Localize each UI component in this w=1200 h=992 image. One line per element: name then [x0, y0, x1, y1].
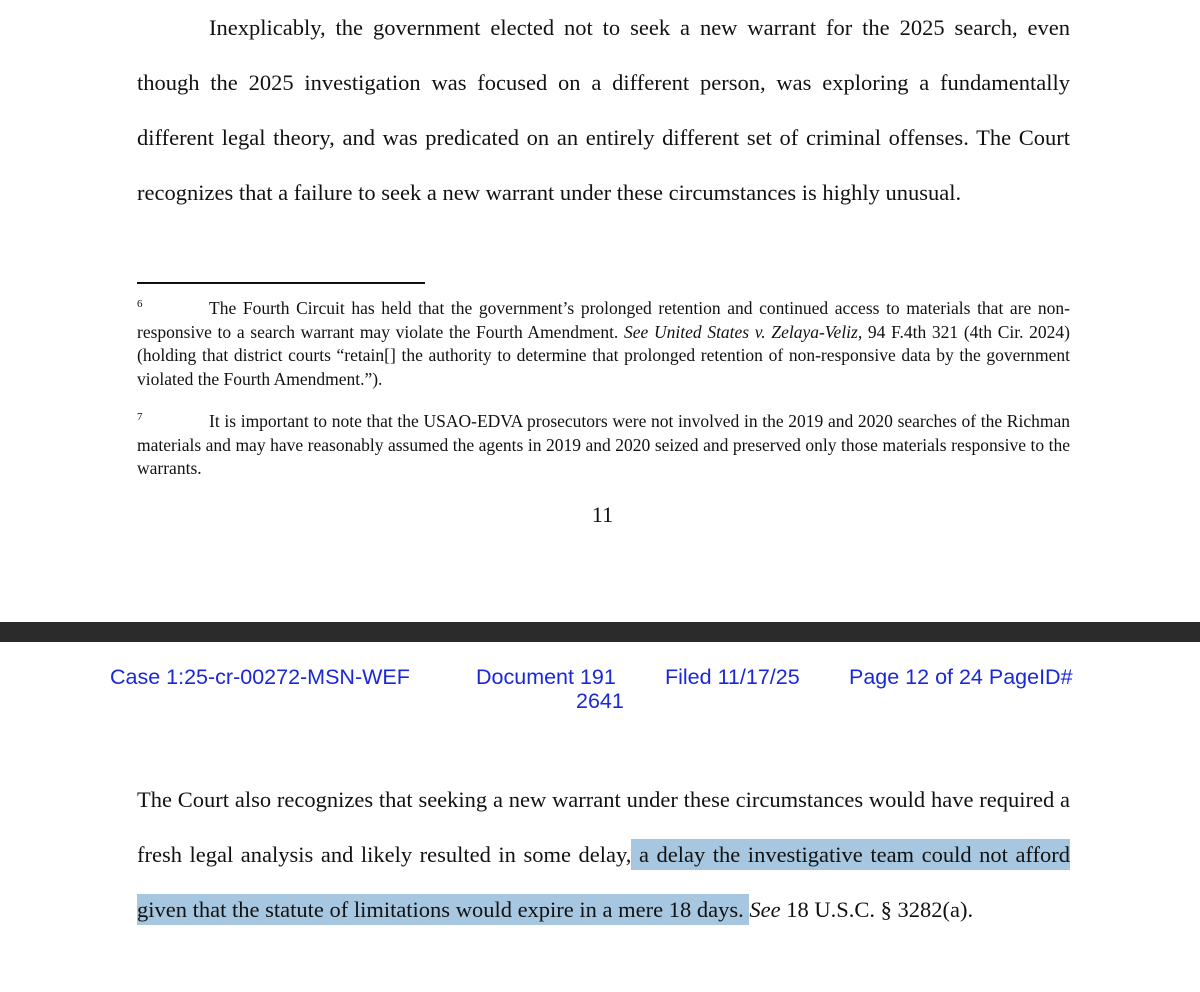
- page-of-total: Page 12 of 24 PageID#: [849, 665, 1073, 689]
- filed-date: Filed 11/17/25: [665, 665, 800, 689]
- footnote-rule: [137, 282, 425, 284]
- footnote-7-text: It is important to note that the USAO-EDVA prosecutors were not involved in the 2019 and 2020 searches of the Richman materials and may have reasonably assumed the agents in 2019 and 2020 seized and preserved only those materials responsive to the warrants.: [137, 411, 1070, 478]
- paragraph-text: The Court also recognizes that seeking a new warrant under these circumstances would have required a fresh legal analysis and likely resulted in some delay,: [137, 787, 1070, 867]
- page-number: 11: [591, 502, 614, 527]
- see-signal: See: [749, 897, 781, 922]
- footnote-6-text-cont: 94 F.4th 321 (4th Cir. 2024) (holding that district courts “retain[] the authority to determine that prolonged retention of non-responsive data by the government violated the Fourth Amendment.”).: [137, 321, 1070, 389]
- footnote-6: 6 The Fourth Circuit has held that the government’s prolonged retention and continued access to materials that are non-responsive to a search warrant may violate the Fourth Amendment. See United States v. Zelaya-Veliz, 94 F.4th 321 (4th Cir. 2024) (holding that district courts “retain[] the authority to determine that prolonged retention of non-responsive data by the government violated the Fourth Amendment.”).: [137, 298, 1070, 389]
- footnote-6-text: The Fourth Circuit has held that the government’s prolonged retention and continued access to materials that are non-responsive to a search warrant may violate the Fourth Amendment.: [137, 298, 1070, 342]
- footnote-7: 7 It is important to note that the USAO-EDVA prosecutors were not involved in the 2019 and 2020 searches of the Richman materials and may have reasonably assumed the agents in 2019 and 2020 seized and preserved only those materials responsive to the warrants.: [137, 411, 1070, 478]
- document-number: Document 191: [476, 665, 616, 689]
- statute-citation: 18 U.S.C. § 3282(a).: [780, 897, 974, 922]
- footnote-6-case-cite: See United States v. Zelaya-Veliz,: [624, 321, 863, 342]
- page-separator: [0, 622, 1200, 642]
- body-paragraph-bottom: [137, 772, 1070, 937]
- highlighted-passage: a delay the investigative team could not afford given that the statute of limitations would expire in a mere 18 days.: [137, 839, 1070, 925]
- page-id: 2641: [576, 689, 624, 713]
- case-number: Case 1:25-cr-00272-MSN-WEF: [110, 665, 410, 689]
- body-paragraph-top: Inexplicably, the government elected not to seek a new warrant for the 2025 search, even though the 2025 investigation was focused on a different person, was exploring a fundamentally different legal theory, and was predicated on an entirely different set of criminal offenses. The Court recognizes that a failure to seek a new warrant under these circumstances is highly unusual.: [137, 15, 1070, 205]
